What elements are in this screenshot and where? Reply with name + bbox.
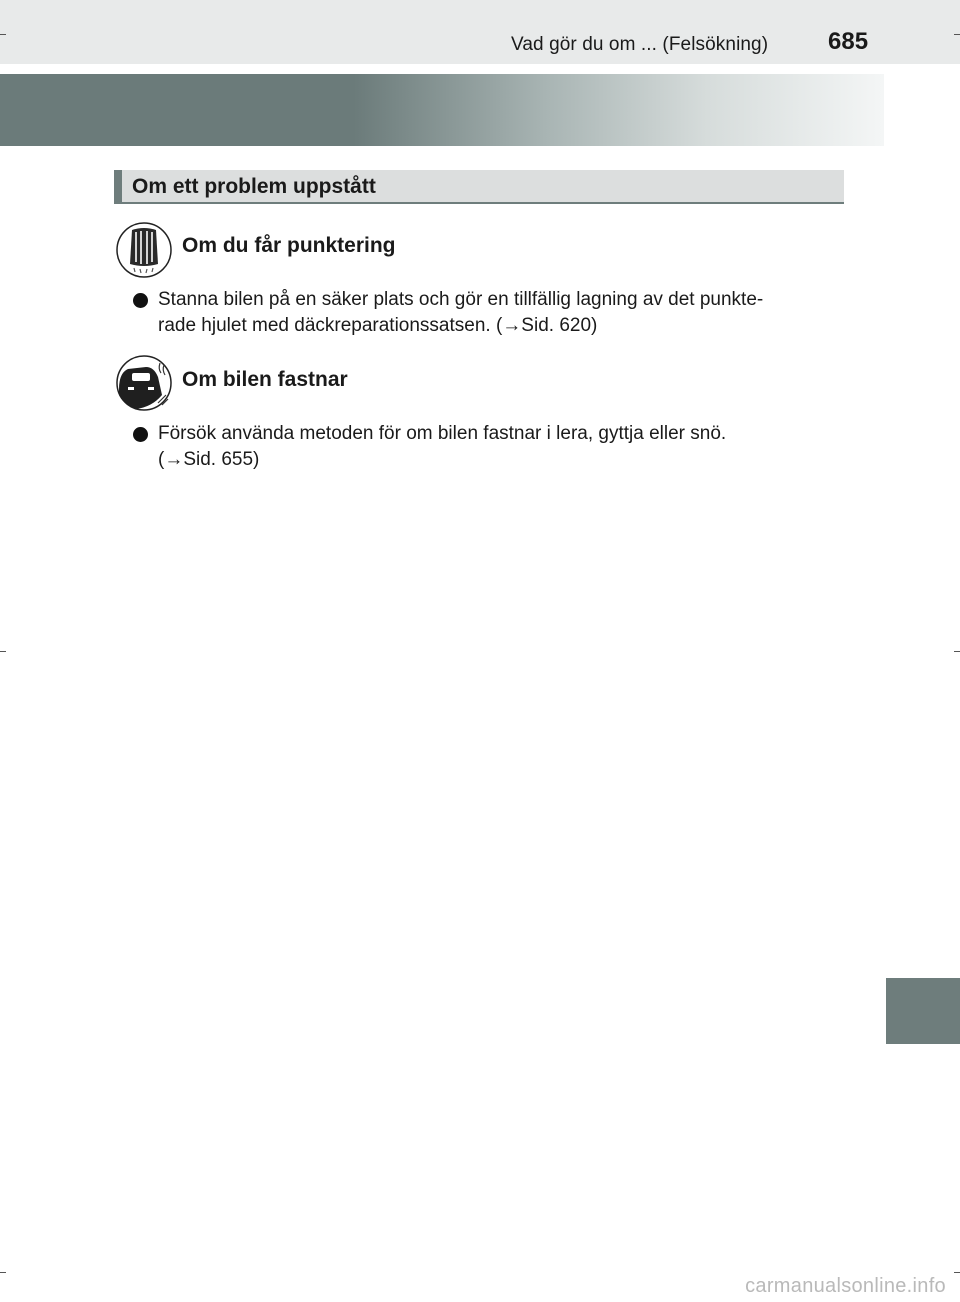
chapter-banner [0,74,884,146]
crop-mark [0,651,6,652]
item-title-stuck-car: Om bilen fastnar [182,368,348,391]
item-text-line: (→Sid. 655) [158,449,260,470]
section-title: Om ett problem uppstått [132,175,376,198]
stuck-car-icon [116,355,172,411]
crop-mark [0,1272,6,1273]
item-text-line: Försök använda metoden för om bilen fastnar i lera, gyttja eller snö. [158,423,727,444]
running-header: Vad gör du om ... (Felsökning) [511,34,769,55]
section-header-bar [114,170,122,204]
crop-mark [0,34,6,35]
item-text-line: Stanna bilen på en säker plats och gör en tillfällig lagning av det punkte- [158,289,764,310]
item-text-stuck-car [158,421,839,473]
item-text-line: rade hjulet med däckreparationssatsen. (→Sid. 620) [158,315,598,336]
bullet-point [133,427,148,442]
flat-tire-icon [116,222,172,278]
footer-watermark: carmanualsonline.info [745,1275,946,1297]
section-header [114,170,844,204]
item-text-flat-tire [158,287,839,339]
chapter-side-tab [886,978,960,1044]
header-strip [0,0,960,64]
crop-mark [954,651,960,652]
crop-mark [954,34,960,35]
crop-mark [954,1272,960,1273]
page-number: 685 [828,28,869,55]
bullet-point [133,293,148,308]
item-title-flat-tire: Om du får punktering [182,234,396,257]
